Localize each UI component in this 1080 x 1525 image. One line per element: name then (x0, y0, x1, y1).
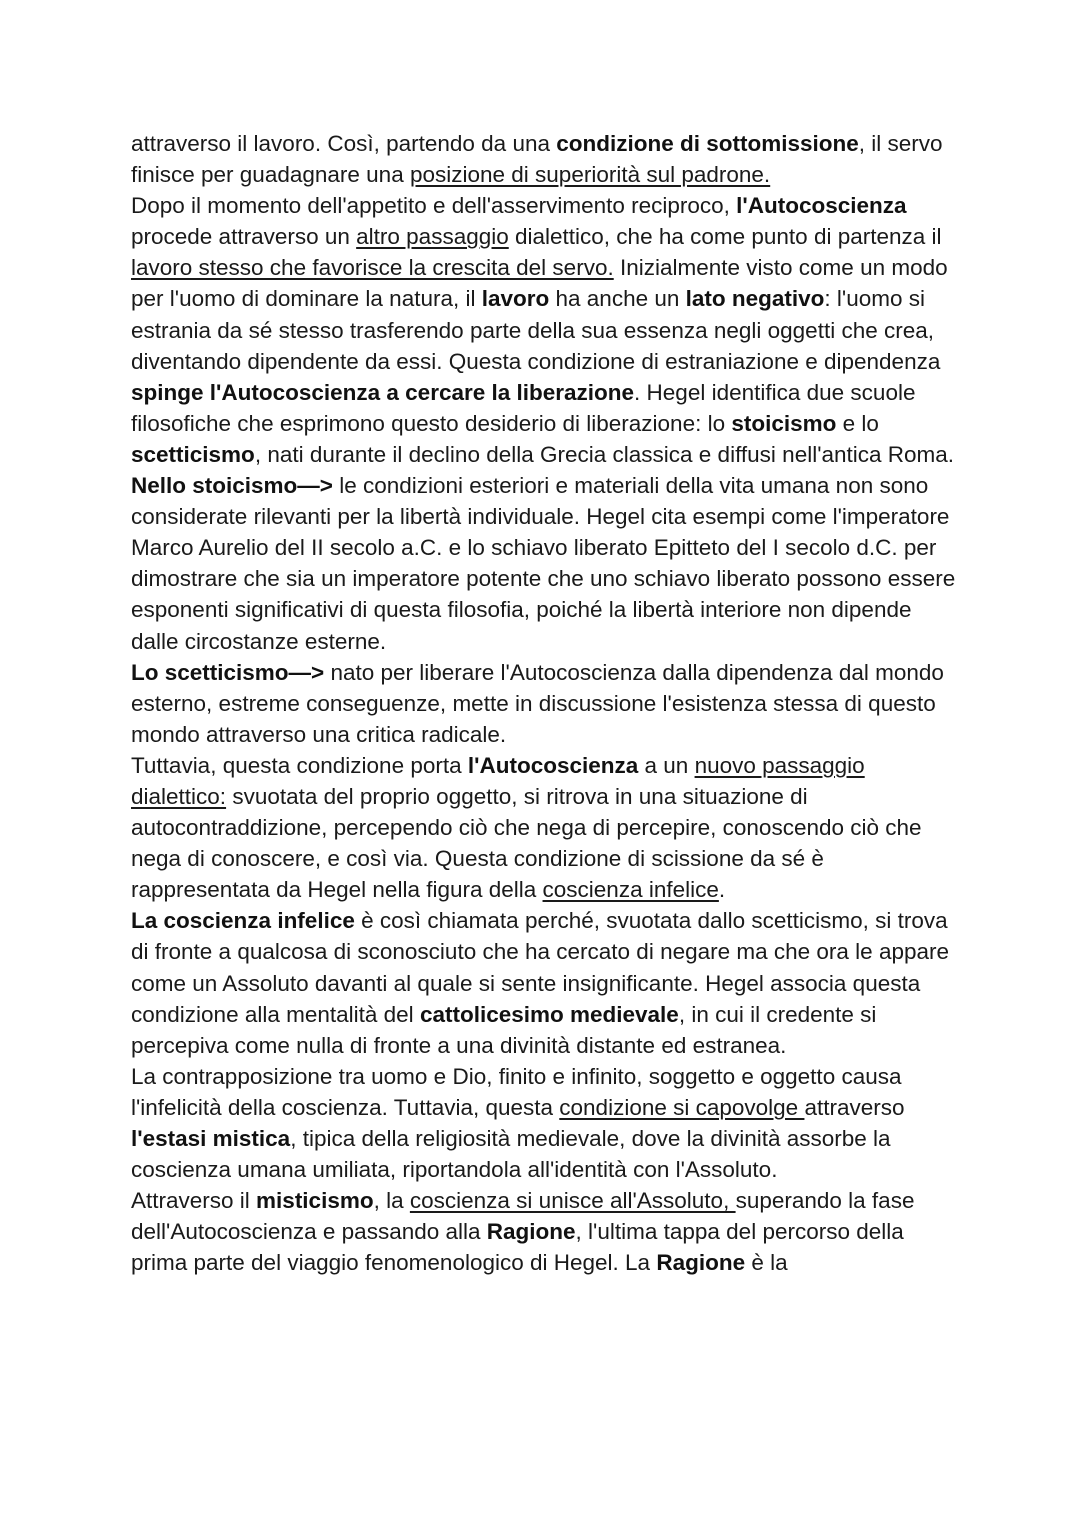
text-run: , l'ultima tappa del percorso della prima parte del viaggio fenomenologico di Hegel. La (131, 1219, 904, 1276)
text-run: : l'uomo si estrania da sé stesso trasferendo parte della sua essenza negli oggetti che crea, diventando dipendente da essi. Questa condizione di estraniazione e dipendenza (131, 286, 941, 374)
bold-text: spinge l'Autocoscienza a cercare la liberazione (131, 379, 635, 405)
text-run: superando la fase dell'Autocoscienza e passando alla (131, 1188, 915, 1245)
text-run: Inizialmente visto come un modo per l'uomo di dominare la natura, il (131, 255, 948, 312)
paragraph (131, 190, 961, 470)
text-run: attraverso il lavoro. Così, partendo da una (131, 131, 557, 156)
bold-text: lato negativo (685, 286, 825, 312)
paragraph (131, 1185, 961, 1278)
text-run: Tuttavia, questa condizione porta (131, 752, 468, 778)
text-run: , in cui il credente si percepiva come nulla di fronte a una divinità distante ed estranea. (131, 1001, 877, 1058)
text-run: svuotata del proprio oggetto, si ritrova in una situazione di autocontraddizione, percependo ciò che nega di percepire, conoscendo ciò che nega di conoscere, e così via. Questa condizione di scissione da sé è rappresentata da Hegel nella figura della (131, 783, 922, 903)
bold-text: La coscienza infelice (131, 908, 355, 934)
paragraph (131, 1061, 961, 1185)
underlined-text: lavoro stesso che favorisce la crescita del servo. (131, 255, 614, 281)
text-run: , tipica della religiosità medievale, dove la divinità assorbe la coscienza umana umiliata, riportandola all'identità con l'Assoluto. (131, 1126, 891, 1183)
document-page (131, 128, 961, 1278)
bold-text: l'estasi mistica (131, 1126, 291, 1151)
underlined-text: altro passaggio (356, 224, 509, 250)
text-run: La contrapposizione tra uomo e Dio, finito e infinito, soggetto e oggetto causa l'infelicità della coscienza. Tuttavia, questa (131, 1063, 902, 1120)
underlined-text: nuovo passaggio dialettico: (131, 752, 865, 809)
bold-text: l'Autocoscienza (467, 752, 639, 778)
text-run: Attraverso il (131, 1188, 257, 1214)
text-run: , nati durante il declino della Grecia classica e diffusi nell'antica Roma. (254, 441, 955, 467)
bold-text: condizione di sottomissione (556, 131, 859, 156)
bold-text: Lo scetticismo—> (131, 659, 325, 685)
paragraph (131, 905, 961, 1060)
bold-text: misticismo (256, 1188, 374, 1214)
text-run: le condizioni esteriori e materiali della vita umana non sono considerate rilevanti per la libertà individuale. Hegel cita esempi come l'imperatore Marco Aurelio del II secolo a.C. e lo schiavo liberato Epitteto del I secolo d.C. per dimostrare che sia un imperatore potente che uno schiavo liberato possono essere esponenti significativi di questa filosofia, poiché la libertà interiore non dipende dalle circostanze esterne. (131, 473, 956, 654)
text-run: ha anche un (549, 286, 686, 312)
text-run: a un (638, 752, 695, 778)
text-run: , la (373, 1188, 410, 1214)
text-run: . (718, 877, 726, 903)
underlined-text: posizione di superiorità sul padrone. (409, 162, 771, 188)
text-run: procede attraverso un (131, 224, 357, 250)
bold-text: Ragione (656, 1250, 746, 1276)
bold-text: stoicismo (731, 410, 837, 436)
underlined-text: coscienza infelice (542, 877, 719, 903)
bold-text: lavoro (481, 286, 550, 312)
paragraph (131, 128, 961, 190)
text-run: attraverso (804, 1094, 905, 1120)
text-run: e lo (836, 410, 879, 436)
text-run: , il servo finisce per guadagnare una (131, 131, 943, 188)
underlined-text: condizione si capovolge (559, 1094, 805, 1120)
bold-text: Ragione (486, 1219, 576, 1245)
paragraph (131, 657, 961, 750)
paragraph (131, 470, 961, 657)
bold-text: l'Autocoscienza (736, 193, 907, 219)
bold-text: cattolicesimo medievale (419, 1001, 679, 1027)
text-run: è così chiamata perché, svuotata dallo scetticismo, si trova di fronte a qualcosa di sconosciuto che ha cercato di negare ma che ora le appare come un Assoluto davanti al quale si sente insignificante. Hegel associa questa condizione alla mentalità del (131, 908, 950, 1027)
text-run: è la (745, 1250, 788, 1276)
underlined-text: coscienza si unisce all'Assoluto, (409, 1188, 736, 1214)
bold-text: scetticismo (131, 441, 255, 467)
paragraph (131, 750, 961, 905)
text-run: . Hegel identifica due scuole filosofiche che esprimono questo desiderio di liberazione: lo (131, 379, 916, 436)
text-run: dialettico, che ha come punto di partenza il (508, 224, 942, 250)
bold-text: Nello stoicismo—> (131, 473, 333, 499)
text-run: nato per liberare l'Autocoscienza dalla dipendenza dal mondo esterno, estreme conseguenze, mette in discussione l'esistenza stessa di questo mondo attraverso una critica radicale. (131, 659, 944, 747)
text-run: Dopo il momento dell'appetito e dell'asservimento reciproco, (131, 193, 737, 219)
